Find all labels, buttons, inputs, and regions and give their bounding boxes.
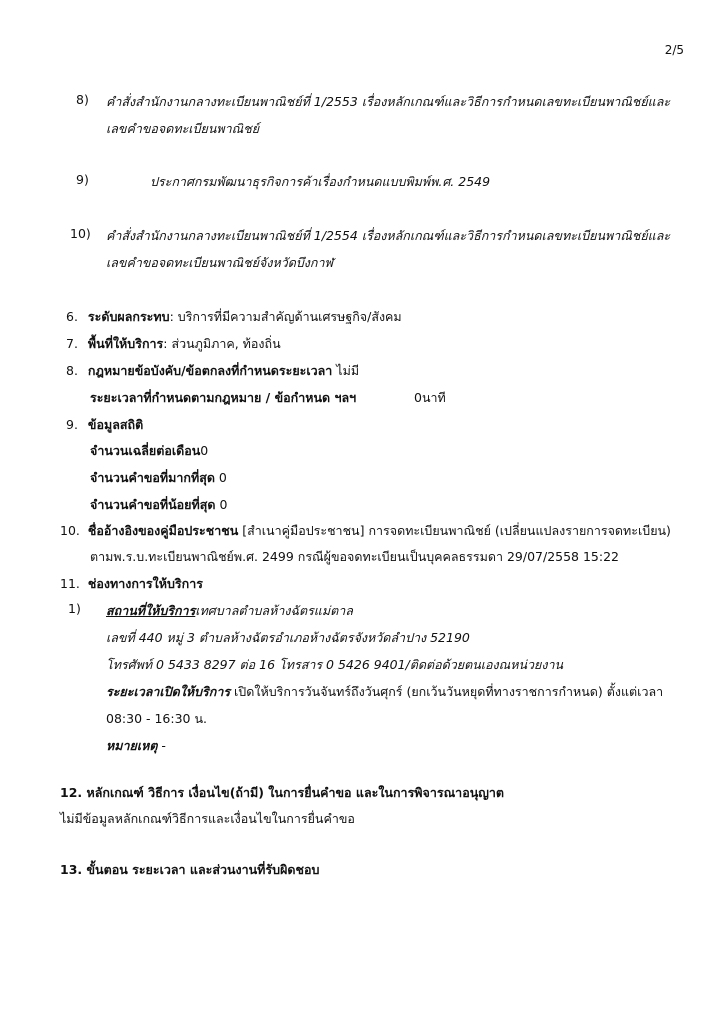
section-label: ระดับผลกระทบ [87, 309, 170, 324]
stat-row-min [90, 495, 227, 515]
service-note-label: หมายเหตุ [106, 738, 158, 753]
section-value: [สำเนาคู่มือประชาชน] การจดทะเบียนพาณิชย์ (เปลี่ยนแปลงรายการจดทะเบียน) [238, 523, 671, 538]
section-label: ชื่ออ้างอิงของคู่มือประชาชน [87, 523, 239, 538]
section-label: ช่องทางการให้บริการ [87, 576, 203, 591]
section-number: 9. [66, 417, 78, 432]
stat-value: 0 [215, 497, 228, 512]
section-service-channel [60, 574, 203, 594]
section-criteria-title: 12. หลักเกณฑ์ วิธีการ เงื่อนไข(ถ้ามี) ในการยื่นคำขอ และในการพิจารณาอนุญาต [60, 785, 505, 800]
section-manual-reference [60, 521, 671, 541]
section-number: 7. [66, 336, 78, 351]
service-note-value: - [157, 738, 166, 753]
legal-duration-label: ระยะเวลาที่กำหนดตามกฎหมาย / ข้อกำหนด ฯลฯ [90, 390, 357, 405]
section-number: 8. [66, 363, 78, 378]
section-service-area [66, 334, 281, 354]
stat-value: 0 [200, 443, 209, 458]
service-location-value: เทศบาลตำบลห้างฉัตรแม่ตาล [195, 603, 353, 618]
stat-row-max [90, 468, 227, 488]
section-colon: : [169, 309, 174, 324]
law-item-text: เลขคำขอจดทะเบียนพาณิชย์จังหวัดบึงกาฬ [106, 255, 334, 270]
section-number: 6. [66, 309, 78, 324]
service-hours-label: ระยะเวลาเปิดให้บริการ [106, 684, 231, 699]
service-hours-time: 08:30 - 16:30 น. [106, 711, 207, 726]
section-procedure-title: 13. ขั้นตอน ระยะเวลา และส่วนงานที่รับผิดชอบ [60, 862, 320, 877]
stat-label: จำนวนคำขอที่น้อยที่สุด [90, 497, 216, 512]
law-item-text: คำสั่งสำนักงานกลางทะเบียนพาณิชย์ที่ 1/2554 เรื่องหลักเกณฑ์และวิธีการกำหนดเลขทะเบียนพาณิชย์และ [106, 228, 671, 243]
section-value: บริการที่มีความสำคัญด้านเศรษฐกิจ/สังคม [173, 309, 402, 324]
page-number: 2/5 [664, 43, 684, 57]
service-note [106, 736, 166, 756]
law-item-text: ประกาศกรมพัฒนาธุรกิจการค้าเรื่องกำหนดแบบพิมพ์พ.ศ. 2549 [150, 174, 491, 189]
service-phone: โทรศัพท์ 0 5433 8297 ต่อ 16 โทรสาร 0 5426 9401/ติดต่อด้วยตนเองณหน่วยงาน [106, 657, 564, 672]
section-number: 11. [60, 576, 80, 591]
section-impact-level [66, 307, 402, 327]
law-item-number: 8) [76, 92, 89, 107]
channel-item-number: 1) [68, 601, 81, 616]
section-regulation [66, 361, 359, 381]
legal-duration-value: 0นาที [414, 390, 446, 405]
section-value-continued: ตามพ.ร.บ.ทะเบียนพาณิชย์พ.ศ. 2499 กรณีผู้ขอจดทะเบียนเป็นบุคคลธรรมดา 29/07/2558 15:22 [90, 549, 620, 564]
section-label: พื้นที่ให้บริการ [87, 336, 164, 351]
section-value: ไม่มี [332, 363, 360, 378]
stat-label: จำนวนคำขอที่มากที่สุด [90, 470, 215, 485]
service-address: เลขที่ 440 หมู่ 3 ตำบลห้างฉัตรอำเภอห้างฉัตรจังหวัดลำปาง 52190 [106, 630, 470, 645]
section-label: กฎหมายข้อบังคับ/ข้อตกลงที่กำหนดระยะเวลา [87, 363, 333, 378]
section-value: ส่วนภูมิภาค, ท้องถิ่น [167, 336, 281, 351]
law-item-text: เลขคำขอจดทะเบียนพาณิชย์ [106, 121, 260, 136]
service-location-label: สถานที่ให้บริการ [106, 603, 196, 618]
section-statistics [66, 415, 143, 435]
law-item-number: 9) [76, 172, 89, 187]
service-hours [106, 682, 663, 702]
stat-value: 0 [214, 470, 227, 485]
section-label: ข้อมูลสถิติ [87, 417, 144, 432]
service-location [106, 601, 353, 621]
section-criteria-text: ไม่มีข้อมูลหลักเกณฑ์วิธีการและเงื่อนไขในการยื่นคำขอ [60, 811, 355, 826]
section-colon: : [163, 336, 168, 351]
stat-row-average [90, 441, 208, 461]
section-number: 10. [60, 523, 80, 538]
law-item-number: 10) [70, 226, 91, 241]
service-hours-value: เปิดให้บริการวันจันทร์ถึงวันศุกร์ (ยกเว้นวันหยุดที่ทางราชการกำหนด) ตั้งแต่เวลา [230, 684, 664, 699]
law-item-text: คำสั่งสำนักงานกลางทะเบียนพาณิชย์ที่ 1/2553 เรื่องหลักเกณฑ์และวิธีการกำหนดเลขทะเบียนพาณิชย์และ [106, 94, 671, 109]
stat-label: จำนวนเฉลี่ยต่อเดือน [90, 443, 201, 458]
